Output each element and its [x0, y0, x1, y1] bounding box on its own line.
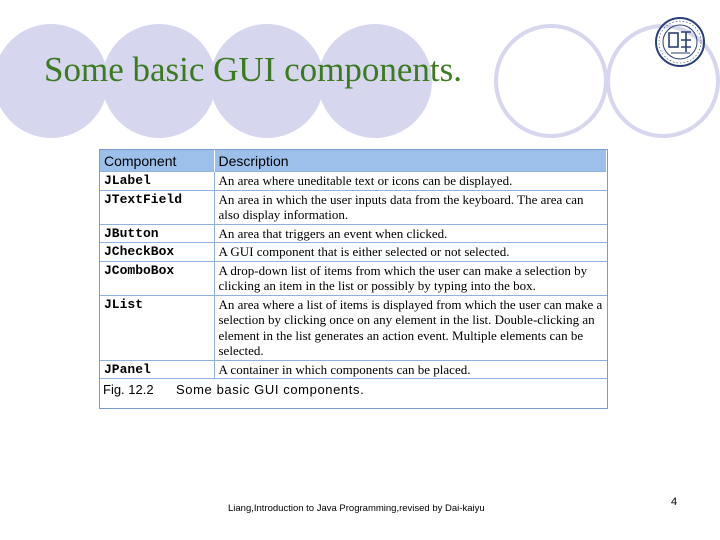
footer-credit: Liang,Introduction to Java Programming,revised by Dai-kaiyu [228, 503, 485, 514]
component-name: JTextField [100, 190, 214, 224]
column-header-description: Description [214, 150, 607, 172]
component-name: JComboBox [100, 261, 214, 295]
component-name: JList [100, 295, 214, 360]
column-header-component: Component [100, 150, 214, 172]
component-name: JPanel [100, 360, 214, 378]
table-row [100, 224, 607, 243]
figure-caption [100, 378, 607, 401]
table-row [100, 360, 607, 378]
component-description: An area that triggers an event when clicked. [214, 224, 607, 243]
component-description: A drop-down list of items from which the user can make a selection by clicking an item in the list or possibly by typing into the box. [214, 261, 607, 295]
components-table [100, 150, 607, 378]
table-row [100, 172, 607, 191]
component-name: JLabel [100, 172, 214, 191]
component-description: A GUI component that is either selected or not selected. [214, 243, 607, 262]
component-description: A container in which components can be placed. [214, 360, 607, 378]
university-seal-logo-icon [654, 16, 706, 68]
table-row [100, 261, 607, 295]
table-header-row [100, 150, 607, 172]
table-row [100, 295, 607, 360]
component-description: An area where uneditable text or icons can be displayed. [214, 172, 607, 191]
slide-title: Some basic GUI components. [44, 50, 462, 89]
decor-circle-5 [494, 24, 608, 138]
components-figure [99, 149, 608, 409]
component-description: An area in which the user inputs data from the keyboard. The area can also display information. [214, 190, 607, 224]
figure-number: Fig. 12.2 [103, 382, 154, 397]
figure-caption-text: Some basic GUI components. [176, 382, 365, 397]
page-number: 4 [671, 496, 678, 508]
table-row [100, 243, 607, 262]
component-name: JCheckBox [100, 243, 214, 262]
table-row [100, 190, 607, 224]
component-description: An area where a list of items is displayed from which the user can make a selection by clicking once on any element in the list. Double-clicking an element in the list generates an action event. Multiple elements can be selected. [214, 295, 607, 360]
component-name: JButton [100, 224, 214, 243]
